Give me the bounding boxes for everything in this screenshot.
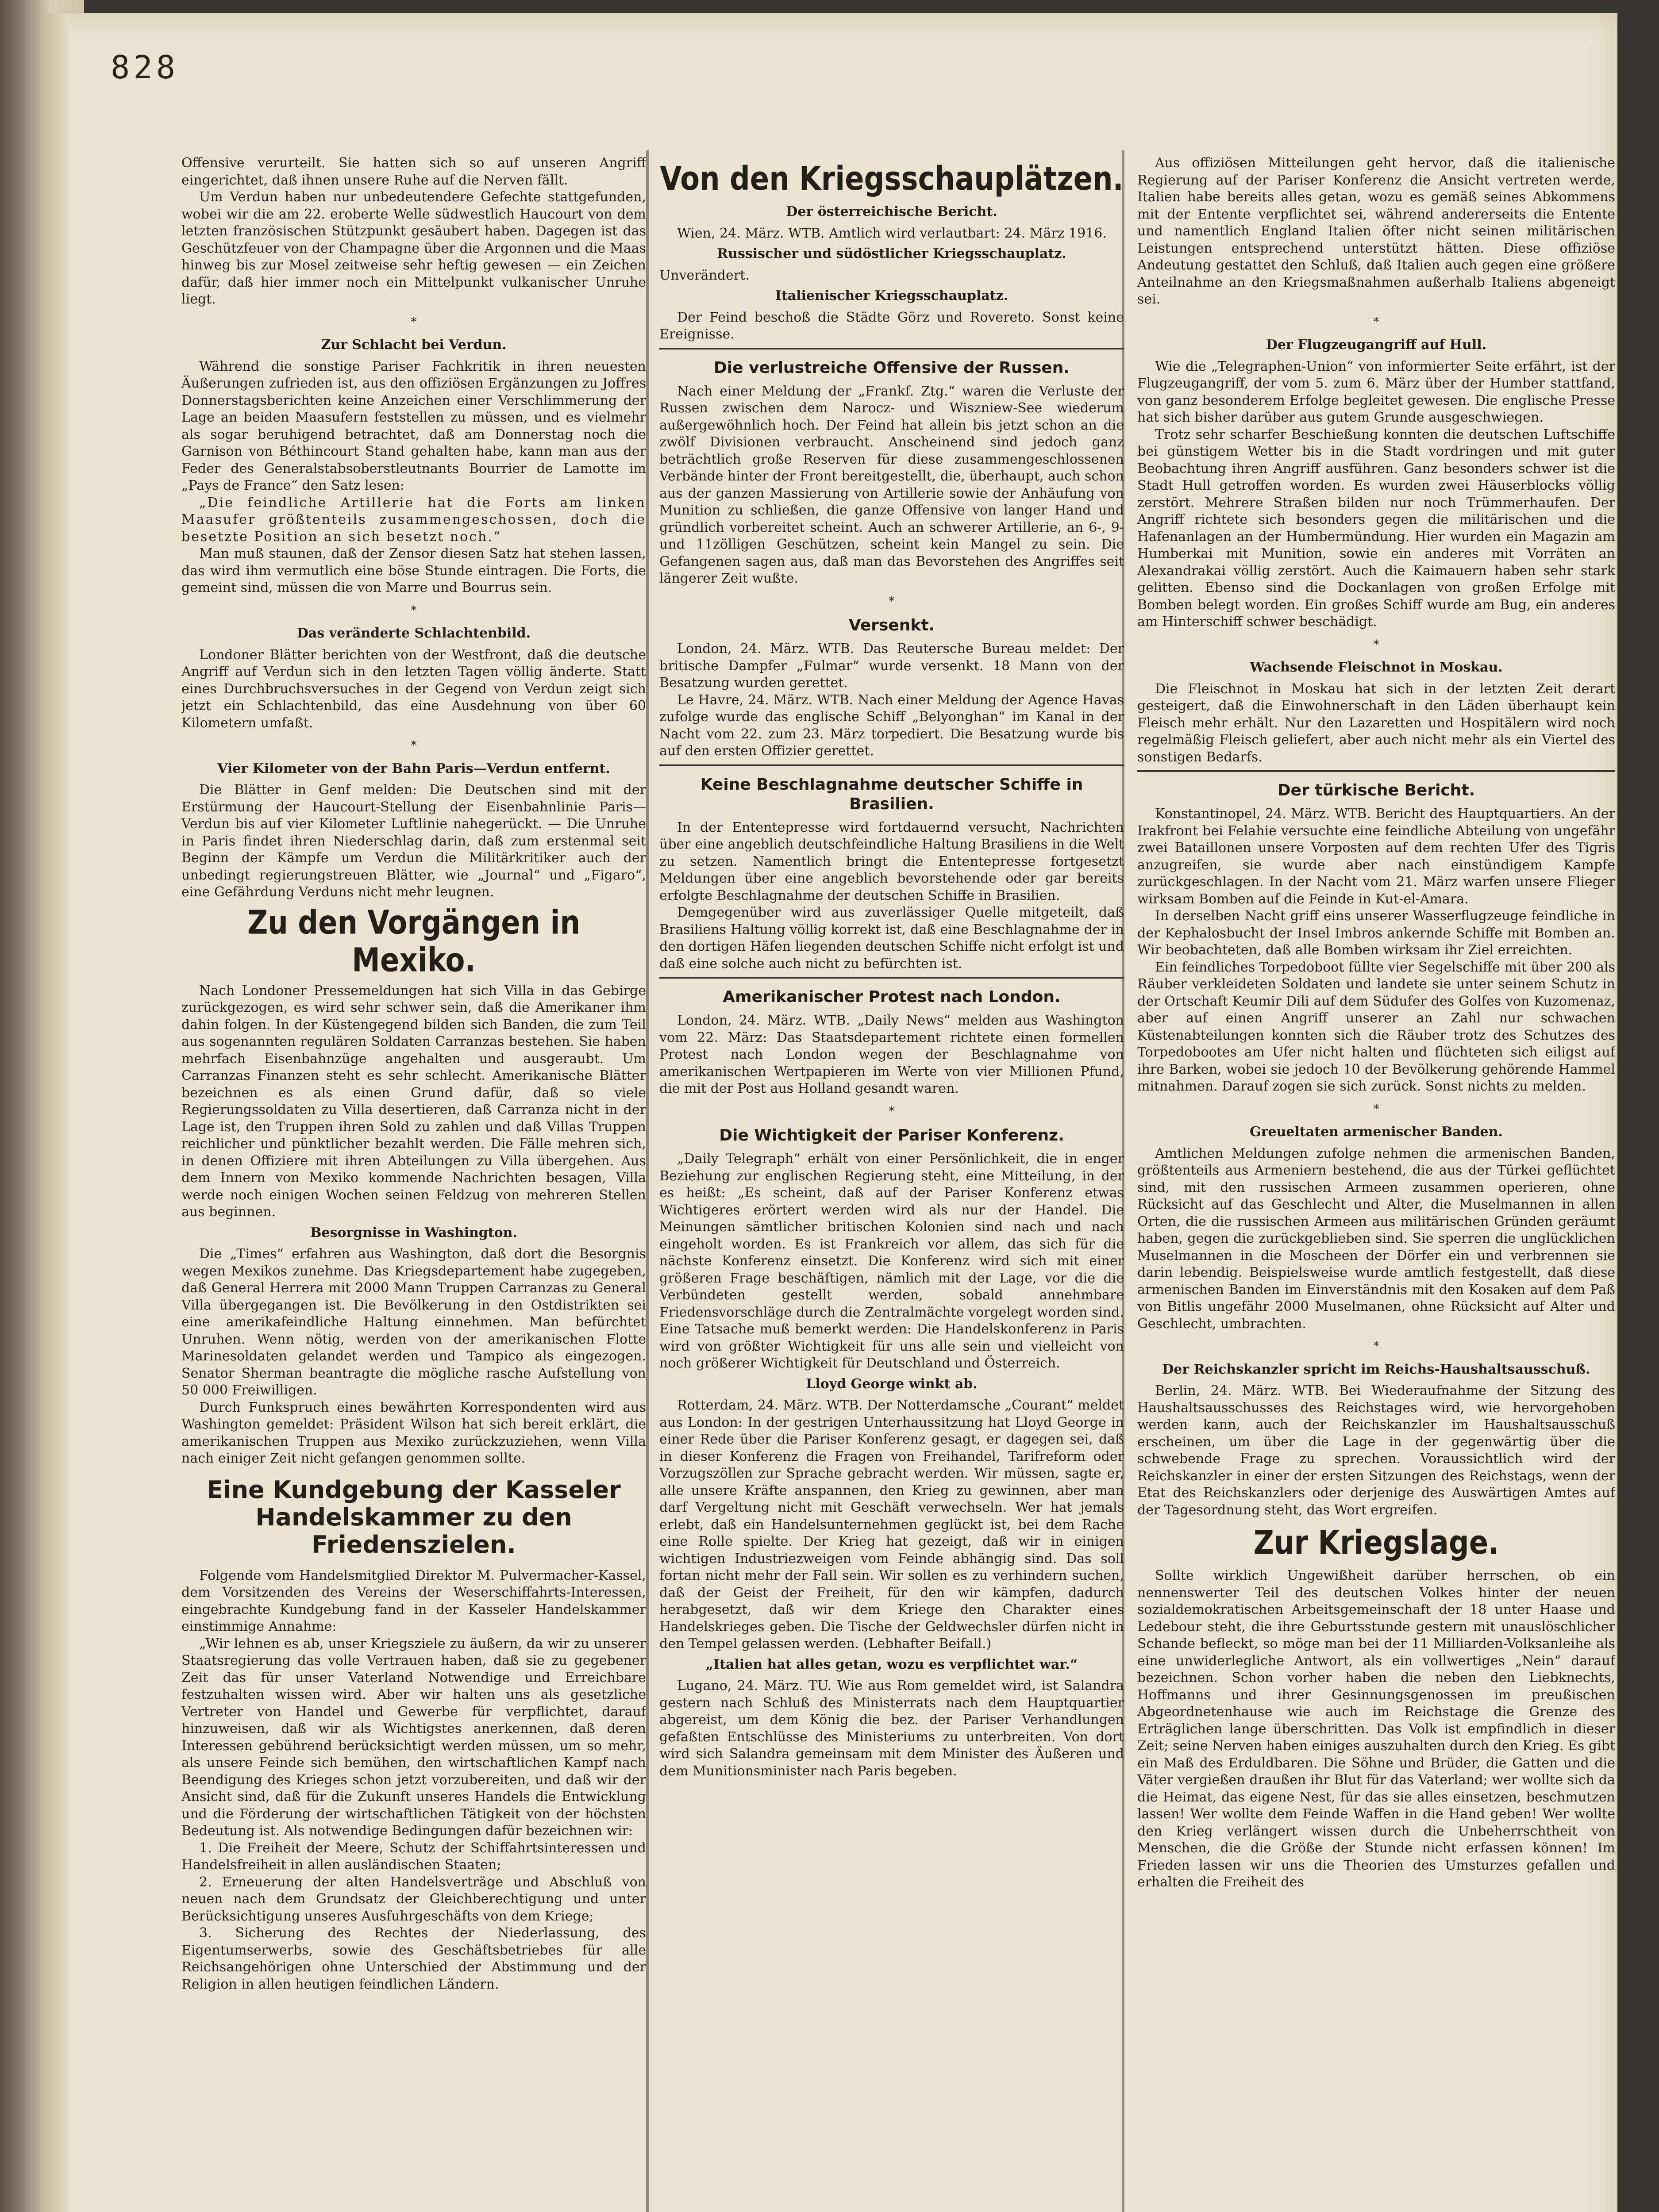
- subheading: Der Reichskanzler spricht im Reichs-Haushaltsausschuß.: [1162, 1361, 1590, 1377]
- section-separator: *: [411, 315, 417, 329]
- subheading: Zur Schlacht bei Verdun.: [321, 337, 507, 353]
- headline-rule: [1137, 770, 1615, 800]
- section-separator: *: [1373, 637, 1379, 651]
- subheading: Wachsende Fleischnot in Moskau.: [1250, 660, 1503, 675]
- page-number: 828: [111, 49, 179, 86]
- section-separator: *: [889, 1104, 895, 1118]
- article-paragraph: Aus offiziösen Mitteilungen geht hervor, daß die italienische Regierung auf der Pariser Konferenz die Ansicht vertreten werde, Italien habe bereits alles getan, wozu es gemäß seines Abkommens mit der Entente verpflichtet sei, während andererseits die Entente und namentlich England Italien öfter nicht seinen militärischen Leistungen entsprechend unterstützt hätten. Diese offiziöse Andeutung gestattet den Schluß, daß Italien auch gegen eine größere Anteilnahme an den Kriegsmaßnahmen außerhalb Italiens abgeneigt sei.: [1137, 155, 1615, 307]
- list-item: 3. Sicherung des Rechtes der Niederlassung, des Eigentumserwerbs, sowie des Geschäftsbetriebes für alle Reichsangehörigen ohne Unterschied der Abstimmung und der Religion in allen heutigen feindlichen Ländern.: [181, 1925, 646, 1992]
- column-left: [181, 155, 646, 2212]
- section-separator: *: [411, 603, 417, 617]
- page-headline: Von den Kriegsschauplätzen.: [660, 160, 1124, 198]
- article-paragraph: Amtlichen Meldungen zufolge nehmen die armenischen Banden, größtenteils aus Armeniern bestehend, die aus der Türkei geflüchtet sind, mit den russischen Armeen zusammen operieren, ohne Rücksicht auf das Geschlecht und Alter, die Muselmannen in allen Orten, die die russischen Armeen aus militärischen Gründen geräumt haben, gegen die zurückgeblieben sind. Sie sperren die unglücklichen Muselmannen in die Moscheen der Dörfer ein und verbrennen sie darin lebendig. Beispielsweise wurde amtlich festgestellt, daß diese armenischen Banden im Einverständnis mit den Kosaken auf dem Paß von Bitlis ungefähr 2000 Muselmanen, ohne Rücksicht auf Alter und Geschlecht, umbrachten.: [1137, 1145, 1615, 1332]
- article-paragraph: Durch Funkspruch eines bewährten Korrespondenten wird aus Washington gemeldet: Präsident Wilson hat sich bereit erklärt, die amerikanischen Truppen aus Mexiko zurückzuziehen, wenn Villa nach einiger Zeit nicht gefangen genommen sollte.: [181, 1399, 646, 1466]
- article-paragraph: Unverändert.: [659, 267, 750, 283]
- article-paragraph: In der Ententepresse wird fortdauernd versucht, Nachrichten über eine angeblich deutschfeindliche Haltung Brasiliens in die Welt zu setzen. Namentlich bringt die Ententepresse fortgesetzt Meldungen über eine angeblich bevorstehende oder gar bereits erfolgte Beschlagnahme der deutschen Schiffe in Brasilien.: [659, 819, 1124, 903]
- article-paragraph: Demgegenüber wird aus zuverlässiger Quelle mitgeteilt, daß Brasiliens Haltung völlig korrekt ist, daß eine Beschlagnahme der in den dortigen Häfen liegenden deutschen Schiffe nicht erfolgt ist und daß eine solche auch nicht zu befürchten ist.: [659, 905, 1124, 972]
- list-item: 1. Die Freiheit der Meere, Schutz der Schiffahrtsinteressen und Handelsfreiheit in allen ausländischen Staaten;: [181, 1840, 646, 1873]
- article-paragraph: Der Feind beschoß die Städte Görz und Rovereto. Sonst keine Ereignisse.: [659, 309, 1124, 342]
- article-paragraph: Wie die „Telegraphen-Union“ von informierter Seite erfährt, ist der Flugzeugangriff, der vom 5. zum 6. März über der Humber stattfand, von ganz besonderem Erfolge begleitet gewesen. Die englische Presse hat sich bisher darüber aus gutem Grunde ausgeschwiegen.: [1137, 358, 1615, 425]
- article-paragraph: „Daily Telegraph“ erhält von einer Persönlichkeit, die in enger Beziehung zur englischen Regierung steht, eine Mitteilung, in der es heißt: „Es scheint, daß auf der Pariser Konferenz etwas Wichtigeres erörtert werden wird als nur der Handel. Die Meinungen sämtlicher britischen Kolonien sind nach und nach eingeholt worden. Es ist Frankreich vor allem, das sich für die nächste Konferenz einsetzt. Die Konferenz wird sich mit einer größeren Frage beschäftigen, nämlich mit der Lage, vor die die Verbündeten gestellt werden, sobald annehmbare Friedensvorschläge durch die Zentralmächte vorgelegt worden sind. Eine Tatsache muß bemerkt werden: Die Handelskonferenz in Paris wird von größter Wichtigkeit für uns alle sein und vielleicht von noch größerer Wichtigkeit für Deutschland und Österreich.: [659, 1151, 1124, 1371]
- article-headline: Keine Beschlagnahme deutscher Schiffe in Brasilien.: [700, 775, 1083, 813]
- subheading: „Italien hat alles getan, wozu es verpflichtet war.“: [705, 1656, 1078, 1672]
- headline-rule: [659, 348, 1124, 378]
- article-paragraph: In derselben Nacht griff eins unserer Wasserflugzeuge feindliche in der Kephalosbucht der Insel Imbros ankernde Schiffe mit Bomben an. Wir beobachteten, daß alle Bomben wirksam ihr Ziel erreichten.: [1137, 908, 1615, 958]
- subheading: Besorgnisse in Washington.: [310, 1225, 517, 1240]
- article-paragraph: Le Havre, 24. März. WTB. Nach einer Meldung der Agence Havas zufolge wurde das englische Schiff „Belyonghan“ im Kanal in der Nacht vom 22. zum 23. März torpediert. Die Besatzung wurde bis auf den ersten Offizier gerettet.: [659, 692, 1124, 759]
- headline-rule: [659, 764, 1124, 814]
- section-separator: *: [889, 594, 895, 608]
- page-gutter: [42, 13, 69, 2212]
- article-paragraph: Konstantinopel, 24. März. WTB. Bericht des Hauptquartiers. An der Irakfront bei Felahie versuchte eine feindliche Abteilung von ungefähr zwei Bataillonen unsere Vorposten auf dem rechten Ufer des Tigris anzugreifen, sie wurde aber nach einstündigem Kampfe zurückgeschlagen. In der Nacht vom 21. März warfen unsere Flieger wirksam Bomben auf die Feinde in Kut-el-Amara.: [1137, 806, 1615, 907]
- article-paragraph: Um Verdun haben nur unbedeutendere Gefechte stattgefunden, wobei wir die am 22. eroberte Welle südwestlich Haucourt von dem letzten französischen Stützpunkt gesäubert haben. Dagegen ist das Geschützfeuer von der Champagne über die Argonnen und die Maas hinweg bis zur Mosel zeitweise sehr heftig gewesen — ein Zeichen dafür, daß hier immer noch ein Mittelpunkt vulkanischer Unruhe liegt.: [181, 189, 646, 307]
- quote-paragraph: „Die feindliche Artillerie hat die Forts am linken Maasufer größtenteils zusammengeschossen, doch die besetzte Position an sich besetzt noch.“: [181, 495, 646, 545]
- article-headline: Zur Kriegslage.: [1253, 1524, 1499, 1562]
- article-paragraph: Folgende vom Handelsmitglied Direktor M. Pulvermacher-Kassel, dem Vorsitzenden des Vereins der Weserschiffahrts-Interessen, eingebrachte Kundgebung fand in der Kasseler Handelskammer einstimmige Annahme:: [181, 1567, 646, 1634]
- article-paragraph: Sollte wirklich Ungewißheit darüber herrschen, ob ein nennenswerter Teil des deutschen Volkes hinter der neuen sozialdemokratischen Arbeitsgemeinschaft der 18 unter Haase und Ledebour steht, die ihre Geburtsstunde gestern mit unauslöschlicher Schande befleckt, so möge man bei der 11 Milliarden-Volksanleihe als eine unwiderlegliche Antwort, als ein vollwertiges „Nein“ darauf bezeichnen. Schon vorher haben die neben den Liebknechts, Hoffmanns und ihrer Gesinnungsgenossen im preußischen Abgeordnetenhause wie auch im Reichstage die Grenze des Erträglichen lange überschritten. Das Volk ist empfindlich in dieser Zeit; seine Nerven haben einiges auszuhalten durch den Krieg. Es gibt ein Maß des Erduldbaren. Die Söhne und Brüder, die Gatten und die Väter vergießen draußen ihr Blut für das Vaterland; wer wollte sich da die Heimat, das eigene Nest, für das sie alles einsetzen, beschmutzen lassen! Wer wollte dem Feinde Waffen in die Hand geben! Wer wollte den Krieg verlängert wissen durch die Unbeherrschtheit von Menschen, die die Größe der Stunde nicht erfassen können! Im Frieden lassen wir uns die Theorien des Umsturzes gefallen und erhalten die Freiheit des: [1137, 1568, 1615, 1890]
- subheading: Lloyd George winkt ab.: [806, 1376, 978, 1392]
- subheading: Russischer und südöstlicher Kriegsschauplatz.: [717, 246, 1066, 261]
- article-paragraph: Berlin, 24. März. WTB. Bei Wiederaufnahme der Sitzung des Haushaltsausschusses des Reichstages wird, wie hervorgehoben werden kann, auch der Reichskanzler im Haushaltsausschuß erscheinen, um über die Lage in der gegenwärtig über die schwebende Frage zu sprechen. Voraussichtlich wird der Reichskanzler in einer der ersten Sitzungen des Reichstags, wenn der Etat des Reichskanzlers oder derjenige des Auswärtigen Amtes auf der Tagesordnung steht, das Wort ergreifen.: [1137, 1383, 1615, 1518]
- article-headline: Amerikanischer Protest nach London.: [723, 988, 1061, 1006]
- section-separator: *: [411, 739, 417, 752]
- article-paragraph: Lugano, 24. März. TU. Wie aus Rom gemeldet wird, ist Salandra gestern nach Schluß des Ministerrats nach dem Hauptquartier abgereist, um dem König die bez. der Pariser Verhandlungen gefaßten Entschlüsse des Ministeriums zu unterbreiten. Von dort wird sich Salandra gemeinsam mit dem Minister des Äußeren und dem Munitionsminister nach Paris begeben.: [659, 1678, 1124, 1779]
- column-middle: [659, 155, 1124, 2212]
- subheading: Italienischer Kriegsschauplatz.: [775, 288, 1008, 303]
- section-separator: *: [1373, 315, 1379, 329]
- article-paragraph: Trotz sehr scharfer Beschießung konnten die deutschen Luftschiffe bei günstigem Wetter bis in die Stadt vordringen und mit guter Beobachtung ihren Angriff ausführen. Ganz besonders schwer ist die Stadt Hull getroffen worden. Es wurden zwei Häuserblocks völlig zerstört. Mehrere Straßen bilden nur noch Trümmerhaufen. Der Angriff richtete sich besonders gegen die militärischen und die Hafenanlagen an der Humbermündung. Hier wurden ein Magazin am Humberkai mit Munition, sowie ein anderes mit Vorräten an Alexandrakai völlig zerstört. Auch die Kaimauern haben sehr stark gelitten. Ebenso sind die Dockanlagen von großen Erfolge mit Bomben belegt worden. Ein großes Schiff wurde am Bug, ein anderes am Hinterschiff schwer beschädigt.: [1137, 426, 1615, 630]
- section-separator: *: [1373, 1102, 1379, 1116]
- list-item: 2. Erneuerung der alten Handelsverträge und Abschluß von neuen nach dem Grundsatz der Gleichberechtigung und unter Berücksichtigung unseres Ausfuhrgeschäfts von dem Kriege;: [181, 1874, 646, 1924]
- column-right: [1137, 155, 1615, 2212]
- article-paragraph: Die „Times“ erfahren aus Washington, daß dort die Besorgnis wegen Mexikos zunehme. Das Kriegsdepartement habe zugegeben, daß General Herrera mit 2000 Mann Truppen Carranzas zu General Villa übergegangen ist. Die Bevölkerung in den Ostdistrikten sei eine amerikafeindliche Haltung einnehmen. Man befürchtet Unruhen. Wenn nötig, werden von der amerikanischen Flotte Marinesoldaten gelandet werden und Tampico als eingezogen. Senator Sherman beantragte die mögliche rasche Aufstellung von 50 000 Freiwilligen.: [181, 1246, 646, 1398]
- article-paragraph: Man muß staunen, daß der Zensor diesen Satz hat stehen lassen, das wird ihm vermutlich eine böse Stunde eintragen. Die Forts, die gemeint sind, müssen die von Marre und Bourrus sein.: [181, 546, 646, 595]
- article-headline: Zu den Vorgängen in Mexiko.: [247, 904, 580, 979]
- article-paragraph: Wien, 24. März. WTB. Amtlich wird verlautbart: 24. März 1916.: [677, 225, 1107, 241]
- article-headline: Die Wichtigkeit der Pariser Konferenz.: [719, 1126, 1064, 1144]
- article-headline: Der türkische Bericht.: [1277, 781, 1475, 799]
- subheading: Vier Kilometer von der Bahn Paris—Verdun entfernt.: [217, 760, 610, 776]
- subheading: Der österreichische Bericht.: [786, 204, 997, 219]
- article-paragraph: Nach Londoner Pressemeldungen hat sich Villa in das Gebirge zurückgezogen, es wird sehr schwer sein, daß die Amerikaner ihm dahin folgen. In der Küstengegend bilden sich Banden, die zum Teil aus sogenannten regulären Soldaten Carranzas bestehen. Sie haben mehrfach Eisenbahnzüge angehalten und ausgeraubt. Um Carranzas Finanzen steht es sehr schlecht. Amerikanische Blätter bezeichnen es als einen Grund dafür, daß so viele Regierungssoldaten zu Villa desertieren, daß Carranza nicht in der Lage ist, den Truppen ihren Sold zu zahlen und daß Villas Truppen reichlicher und pünktlicher bezahlt werden. Die Fälle mehren sich, in denen Offiziere mit ihren Abteilungen zu Villa übergehen. Aus dem Innern von Mexiko kommende Nachrichten besagen, Villa werde noch einigen Wochen seinen Feldzug von mehreren Stellen aus beginnen.: [181, 983, 646, 1220]
- article-paragraph: London, 24. März. WTB. Das Reutersche Bureau meldet: Der britische Dampfer „Fulmar“ wurde versenkt. 18 Mann von der Besatzung wurden gerettet.: [659, 641, 1124, 691]
- article-headline: Versenkt.: [848, 616, 935, 634]
- article-paragraph: Nach einer Meldung der „Frankf. Ztg.“ waren die Verluste der Russen zwischen dem Narocz- und Wiszniew-See wiederum außergewöhnlich hoch. Der Feind hat allein bis jetzt schon an die zwölf Divisionen verbraucht. Anscheinend sind jedoch ganz beträchtlich große Reserven für diese zusammengeschlossenen Verbände hinter der Front bereitgestellt, die, überhaupt, auch schon aus der ganzen Massierung von Artillerie sowie der Anhäufung von Munition zu schließen, die ganze Offensive von langer Hand und gründlich vorbereitet scheint. Auch an schwerer Artillerie, an 6-, 9- und 11zölligen Geschützen, scheint kein Mangel zu sein. Die Gefangenen sagen aus, daß man das Bevorstehen des Angriffes seit längerer Zeit wußte.: [659, 383, 1124, 586]
- article-paragraph: Die Fleischnot in Moskau hat sich in der letzten Zeit derart gesteigert, daß die Einwohnerschaft in den Läden überhaupt kein Fleisch mehr erhält. Nur den Lazaretten und Hospitälern wird noch regelmäßig Fleisch geliefert, aber auch nicht mehr als ein Viertel des sonstigen Bedarfs.: [1137, 681, 1615, 765]
- article-paragraph: „Wir lehnen es ab, unser Kriegsziele zu äußern, da wir zu unserer Staatsregierung das volle Vertrauen haben, daß sie zu gegebener Zeit das für unser Vaterland Notwendige und Erreichbare festzuhalten wissen wird. Aber wir halten uns als gesetzliche Vertreter von Handel und Gewerbe für verpflichtet, darauf hinzuweisen, daß wir als Wichtigstes anerkennen, daß deren Interessen gebührend berücksichtigt werden müssen, um so mehr, als unsere Feinde sich bemühen, den wirtschaftlichen Kampf nach Beendigung des Krieges schon jetzt vorzubereiten, und daß wir der Ansicht sind, daß für die Zukunft unseres Handels die Entwicklung und die Förderung der wirtschaftlichen Tätigkeit von der höchsten Bedeutung ist. Als notwendige Bedingungen dafür bezeichnen wir:: [181, 1636, 646, 1839]
- article-paragraph: Ein feindliches Torpedoboot füllte vier Segelschiffe mit über 200 als Räuber verkleideten Soldaten und landete sie unter seinem Schutz in der Ortschaft Keumir Dili auf dem Südufer des Golfes von Kuzomenaz, aber auf einen Angriff unserer an Zahl nur schwachen Küstenabteilungen konnten sich die Räuber trotz des Schutzes des Torpedobootes am Ufer nicht halten und flüchteten sich eiligst auf ihre Barken, wobei sie jedoch 10 der Bevölkerung gehörende Hammel mitnahmen. Darauf zogen sie sich zurück. Sonst nichts zu melden.: [1137, 959, 1615, 1094]
- article-paragraph: Offensive verurteilt. Sie hatten sich so auf unseren Angriff eingerichtet, daß ihnen unsere Ruhe auf die Nerven fällt.: [181, 155, 646, 188]
- article-paragraph: Während die sonstige Pariser Fachkritik in ihren neuesten Äußerungen zufrieden ist, aus den offiziösen Ergänzungen zu Joffres Donnerstagsberichten keine Anzeichen einer Verschlimmerung der Lage an beiden Maasufern feststellen zu müssen, und es vielmehr als sogar beruhigend betrachtet, daß am Donnerstag noch die Garnison von Béthincourt Stand gehalten habe, kann man aus der Feder des Generalstabsoberstleutnants Bourrier de Lamotte im „Pays de France“ den Satz lesen:: [181, 358, 646, 493]
- article-paragraph: Rotterdam, 24. März. WTB. Der Notterdamsche „Courant“ meldet aus London: In der gestrigen Unterhaussitzung hat Lloyd George in einer Rede über die Pariser Konferenz gesagt, er dagegen sei, daß in dieser Konferenz die Fragen von Freihandel, Tarifreform oder Vorzugszöllen zur Sprache gebracht werden. Wir müssen, sagte er, alle unsere Kräfte anspannen, den Krieg zu gewinnen, aber man darf Vergeltung nicht mit Geschäft verwechseln. Wer hat jemals erlebt, daß ein Handelsunternehmen geglückt ist, bei dem Rache eine Rolle spielte. Der Krieg hat gezeigt, daß wir in einigen wichtigen Industriezweigen vom Feinde abhängig sind. Das soll fortan nicht mehr der Fall sein. Wir sollen es zu verhindern suchen, daß der Geist der Freiheit, für den wir kämpfen, dadurch herabgesetzt, daß wir dem Kriege den Charakter eines Handelskrieges geben. Die Tische der Geldwechsler dürfen nicht in den Tempel gelassen werden. (Lebhafter Beifall.): [659, 1398, 1124, 1651]
- column-divider: [646, 150, 649, 2212]
- subheading: Das veränderte Schlachtenbild.: [296, 626, 531, 641]
- subheading: Der Flugzeugangriff auf Hull.: [1266, 337, 1487, 353]
- subheading: Greueltaten armenischer Banden.: [1250, 1124, 1503, 1140]
- headline-rule: [659, 977, 1124, 1007]
- article-paragraph: London, 24. März. WTB. „Daily News“ melden aus Washington vom 22. März: Das Staatsdepartement richtete einen formellen Protest nach London wegen der Beschlagnahme von amerikanischen Wertpapieren im Werte von vier Millionen Pfund, die mit der Post aus Holland gesandt waren.: [659, 1013, 1124, 1096]
- section-separator: *: [1373, 1340, 1379, 1353]
- article-paragraph: Die Blätter in Genf melden: Die Deutschen sind mit der Erstürmung der Haucourt-Stellung der Eisenbahnlinie Paris—Verdun bis auf vier Kilometer Luftlinie nahegerückt. — Die Unruhe in Paris findet ihren Niederschlag darin, daß zum erstenmal seit Beginn der Kämpfe um Verdun die Militärkritiker auch der unbedingt regierungstreuen Blätter, wie „Journal“ und „Figaro“, eine Gefährdung Verduns nicht mehr leugnen.: [181, 782, 646, 900]
- article-headline: Die verlustreiche Offensive der Russen.: [713, 358, 1070, 377]
- article-headline: Eine Kundgebung der Kasseler Handelskammer zu den Friedenszielen.: [207, 1475, 621, 1559]
- article-paragraph: Londoner Blätter berichten von der Westfront, daß die deutsche Angriff auf Verdun sich in den letzten Tagen völlig änderte. Statt eines Durchbruchsversuches in der Gegend von Verdun zeigt sich jetzt ein Schlachtenbild, das eine Ausdehnung von über 60 Kilometern umfaßt.: [181, 647, 646, 731]
